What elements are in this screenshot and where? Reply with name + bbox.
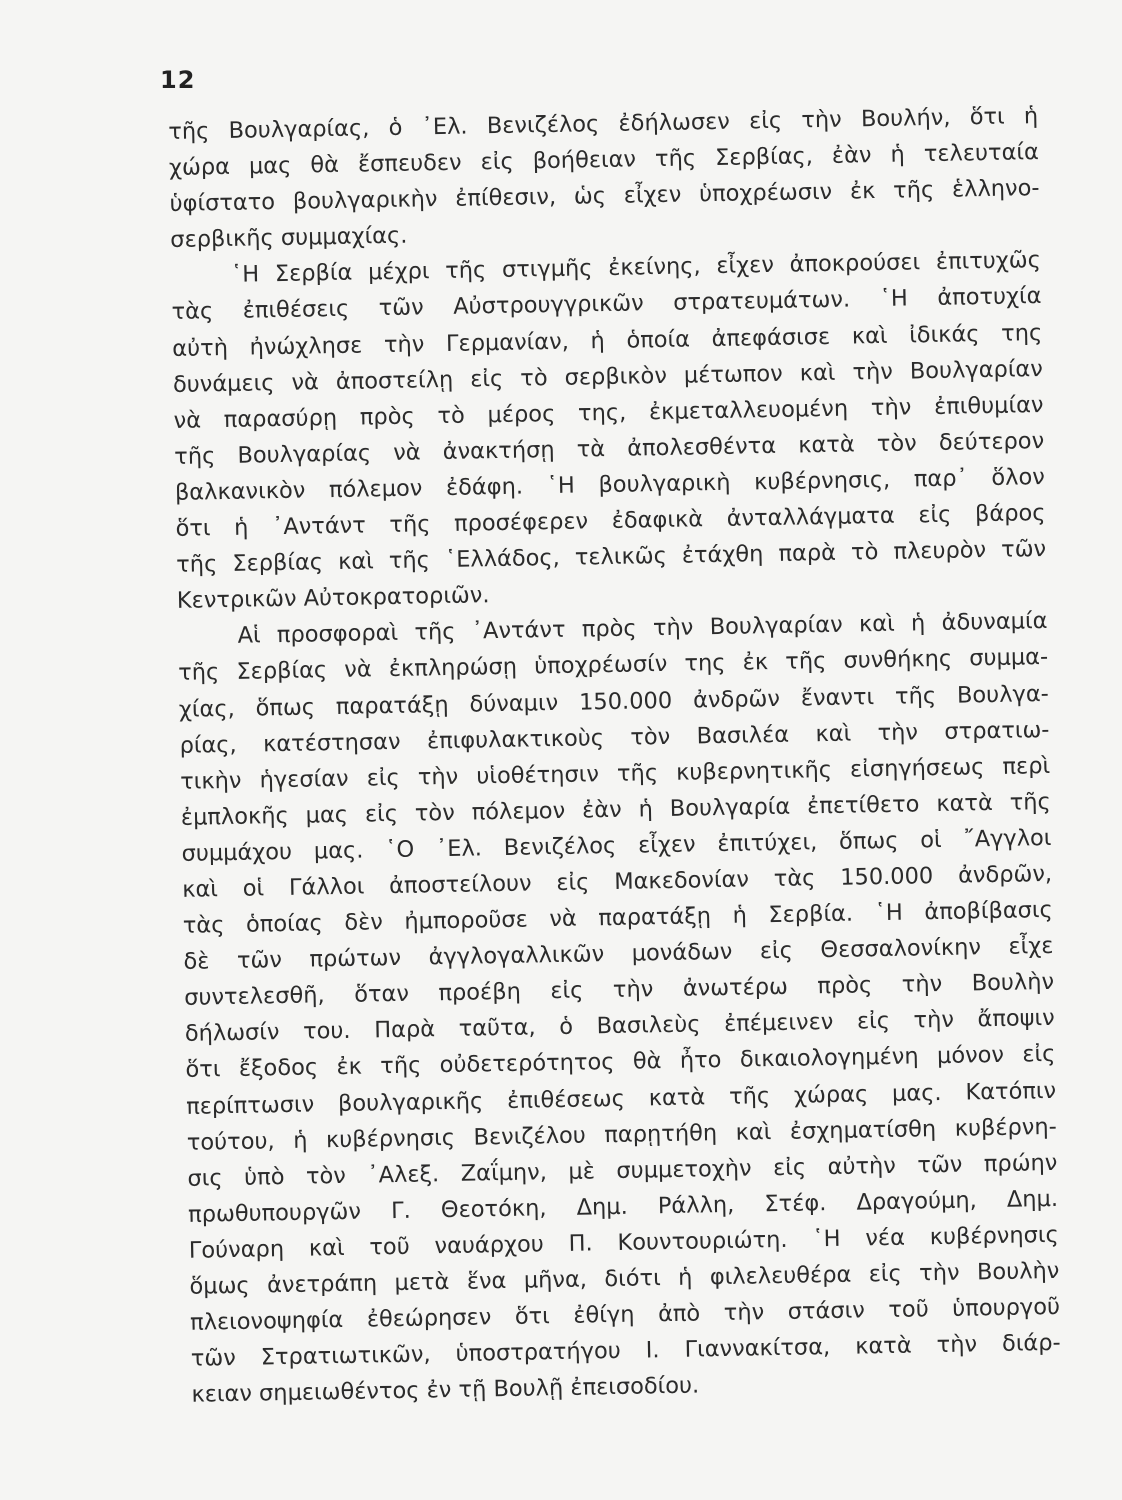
- text-line: τῆς Σερβίας καὶ τῆς ῾Ελλάδος, τελικῶς ἐτάχθη παρὰ τὸ πλευρὸν τῶν: [176, 536, 1047, 579]
- text-line: ὅμως ἀνετράπη μετὰ ἕνα μῆνα, διότι ἡ φιλελευθέρα εἰς τὴν Βουλὴν: [189, 1257, 1060, 1300]
- text-line: αὐτὴ ἠνώχλησε τὴν Γερμανίαν, ἡ ὁποία ἀπεφάσισε καὶ ἰδικάς της: [172, 319, 1043, 362]
- text-line: τῆς Βουλγαρίας, ὁ ᾿Ελ. Βενιζέλος ἐδήλωσεν εἰς τὴν Βουλήν, ὅτι ἡ: [168, 103, 1039, 145]
- text-line: ἐμπλοκῆς μας εἰς τὸν πόλεμον ἐὰν ἡ Βουλγαρία ἐπετίθετο κατὰ τῆς: [180, 788, 1051, 831]
- text-line: χίας, ὅπως παρατάξῃ δύναμιν 150.000 ἀνδρῶν ἔναντι τῆς Βουλγα-: [178, 680, 1050, 723]
- text-line: ῾Η Σερβία μέχρι τῆς στιγμῆς ἐκείνης, εἶχεν ἀποκρούσει ἐπιτυχῶς: [230, 247, 1042, 289]
- text-line: τὰς ἐπιθέσεις τῶν Αὐστρουγγρικῶν στρατευμάτων. ῾Η ἀποτυχία: [171, 283, 1042, 326]
- text-line: ὅτι ἡ ᾿Αντάντ τῆς προσέφερεν ἐδαφικὰ ἀνταλλάγματα εἰς βάρος: [175, 500, 1046, 542]
- text-line: τικὴν ἡγεσίαν εἰς τὴν υἱοθέτησιν τῆς κυβερνητικῆς εἰσηγήσεως περὶ: [179, 752, 1051, 795]
- text-line: Αἱ προσφοραὶ τῆς ᾿Αντάντ πρὸς τὴν Βουλγαρίαν καὶ ἡ ἀδυναμία: [237, 608, 1048, 650]
- text-line: τούτου, ἡ κυβέρνησις Βενιζέλου παρῃτήθη καὶ ἐσχηματίσθη κυβέρνη-: [186, 1113, 1057, 1156]
- text-line: βαλκανικὸν πόλεμον ἐδάφη. ῾Η βουλγαρικὴ κυβέρνησις, παρ᾿ ὅλον: [174, 463, 1046, 506]
- text-line: νὰ παρασύρῃ πρὸς τὸ μέρος της, ἐκμεταλλευομένη τὴν ἐπιθυμίαν: [173, 391, 1044, 434]
- text-line: Κεντρικῶν Αὐτοκρατοριῶν.: [176, 582, 490, 615]
- text-line: δὲ τῶν πρώτων ἀγγλογαλλικῶν μονάδων εἰς Θεσσαλονίκην εἶχε: [183, 933, 1054, 976]
- text-line: ὑφίστατο βουλγαρικὴν ἐπίθεσιν, ὡς εἶχεν ὑποχρέωσιν ἐκ τῆς ἑλληνο-: [169, 175, 1040, 218]
- text-line: χώρα μας θὰ ἔσπευδεν εἰς βοήθειαν τῆς Σερβίας, ἐὰν ἡ τελευταία: [168, 139, 1040, 182]
- text-line: δήλωσίν του. Παρὰ ταῦτα, ὁ Βασιλεὺς ἐπέμεινεν εἰς τὴν ἄποψιν: [184, 1005, 1055, 1048]
- text-line: συντελεσθῆ, ὅταν προέβη εἰς τὴν ἀνωτέρω πρὸς τὴν Βουλὴν: [183, 969, 1055, 1012]
- text-line: συμμάχου μας. ῾Ο ᾿Ελ. Βενιζέλος εἶχεν ἐπιτύχει, ὅπως οἱ ῎Αγγλοι: [181, 824, 1052, 867]
- text-line: ὅτι ἔξοδος ἐκ τῆς οὐδετερότητος θὰ ἦτο δικαιολογημένη μόνον εἰς: [185, 1041, 1056, 1084]
- text-line: καὶ οἱ Γάλλοι ἀποστείλουν εἰς Μακεδονίαν τὰς 150.000 ἀνδρῶν,: [181, 860, 1053, 903]
- text-line: πρωθυπουργῶν Γ. Θεοτόκη, Δημ. Ράλλη, Στέφ. Δραγούμη, Δημ.: [187, 1185, 1059, 1228]
- text-line: δυνάμεις νὰ ἀποστείλῃ εἰς τὸ σερβικὸν μέτωπον καὶ τὴν Βουλγαρίαν: [172, 355, 1044, 398]
- text-line: Γούναρη καὶ τοῦ ναυάρχου Π. Κουντουριώτη. ῾Η νέα κυβέρνησις: [188, 1221, 1059, 1264]
- body-text: [168, 98, 1062, 1413]
- text-line: σις ὑπὸ τὸν ᾿Αλεξ. Ζαΐμην, μὲ συμμετοχὴν εἰς αὐτὴν τῶν πρώην: [187, 1149, 1058, 1192]
- text-line: σερβικῆς συμμαχίας.: [170, 222, 408, 254]
- text-line: τῶν Στρατιωτικῶν, ὑποστρατήγου Ι. Γιαννακίτσα, κατὰ τὴν διάρ-: [190, 1330, 1061, 1372]
- text-line: ρίας, κατέστησαν ἐπιφυλακτικοὺς τὸν Βασιλέα καὶ τὴν στρατιω-: [179, 716, 1050, 759]
- text-line: πλειονοψηφία ἐθεώρησεν ὅτι ἐθίγη ἀπὸ τὴν στάσιν τοῦ ὑπουργοῦ: [189, 1293, 1061, 1336]
- text-line: τῆς Βουλγαρίας νὰ ἀνακτήσῃ τὰ ἀπολεσθέντα κατὰ τὸν δεύτερον: [174, 427, 1045, 470]
- page-number: 12: [160, 66, 196, 94]
- text-line: τὰς ὁποίας δὲν ἠμποροῦσε νὰ παρατάξῃ ἡ Σερβία. ῾Η ἀποβίβασις: [182, 896, 1053, 939]
- text-line: τῆς Σερβίας νὰ ἐκπληρώσῃ ὑποχρέωσίν της ἐκ τῆς συνθήκης συμμα-: [178, 644, 1049, 687]
- text-line: κειαν σημειωθέντος ἐν τῇ Βουλῇ ἐπεισοδίου.: [191, 1372, 700, 1409]
- text-line: περίπτωσιν βουλγαρικῆς ἐπιθέσεως κατὰ τῆς χώρας μας. Κατόπιν: [185, 1077, 1057, 1120]
